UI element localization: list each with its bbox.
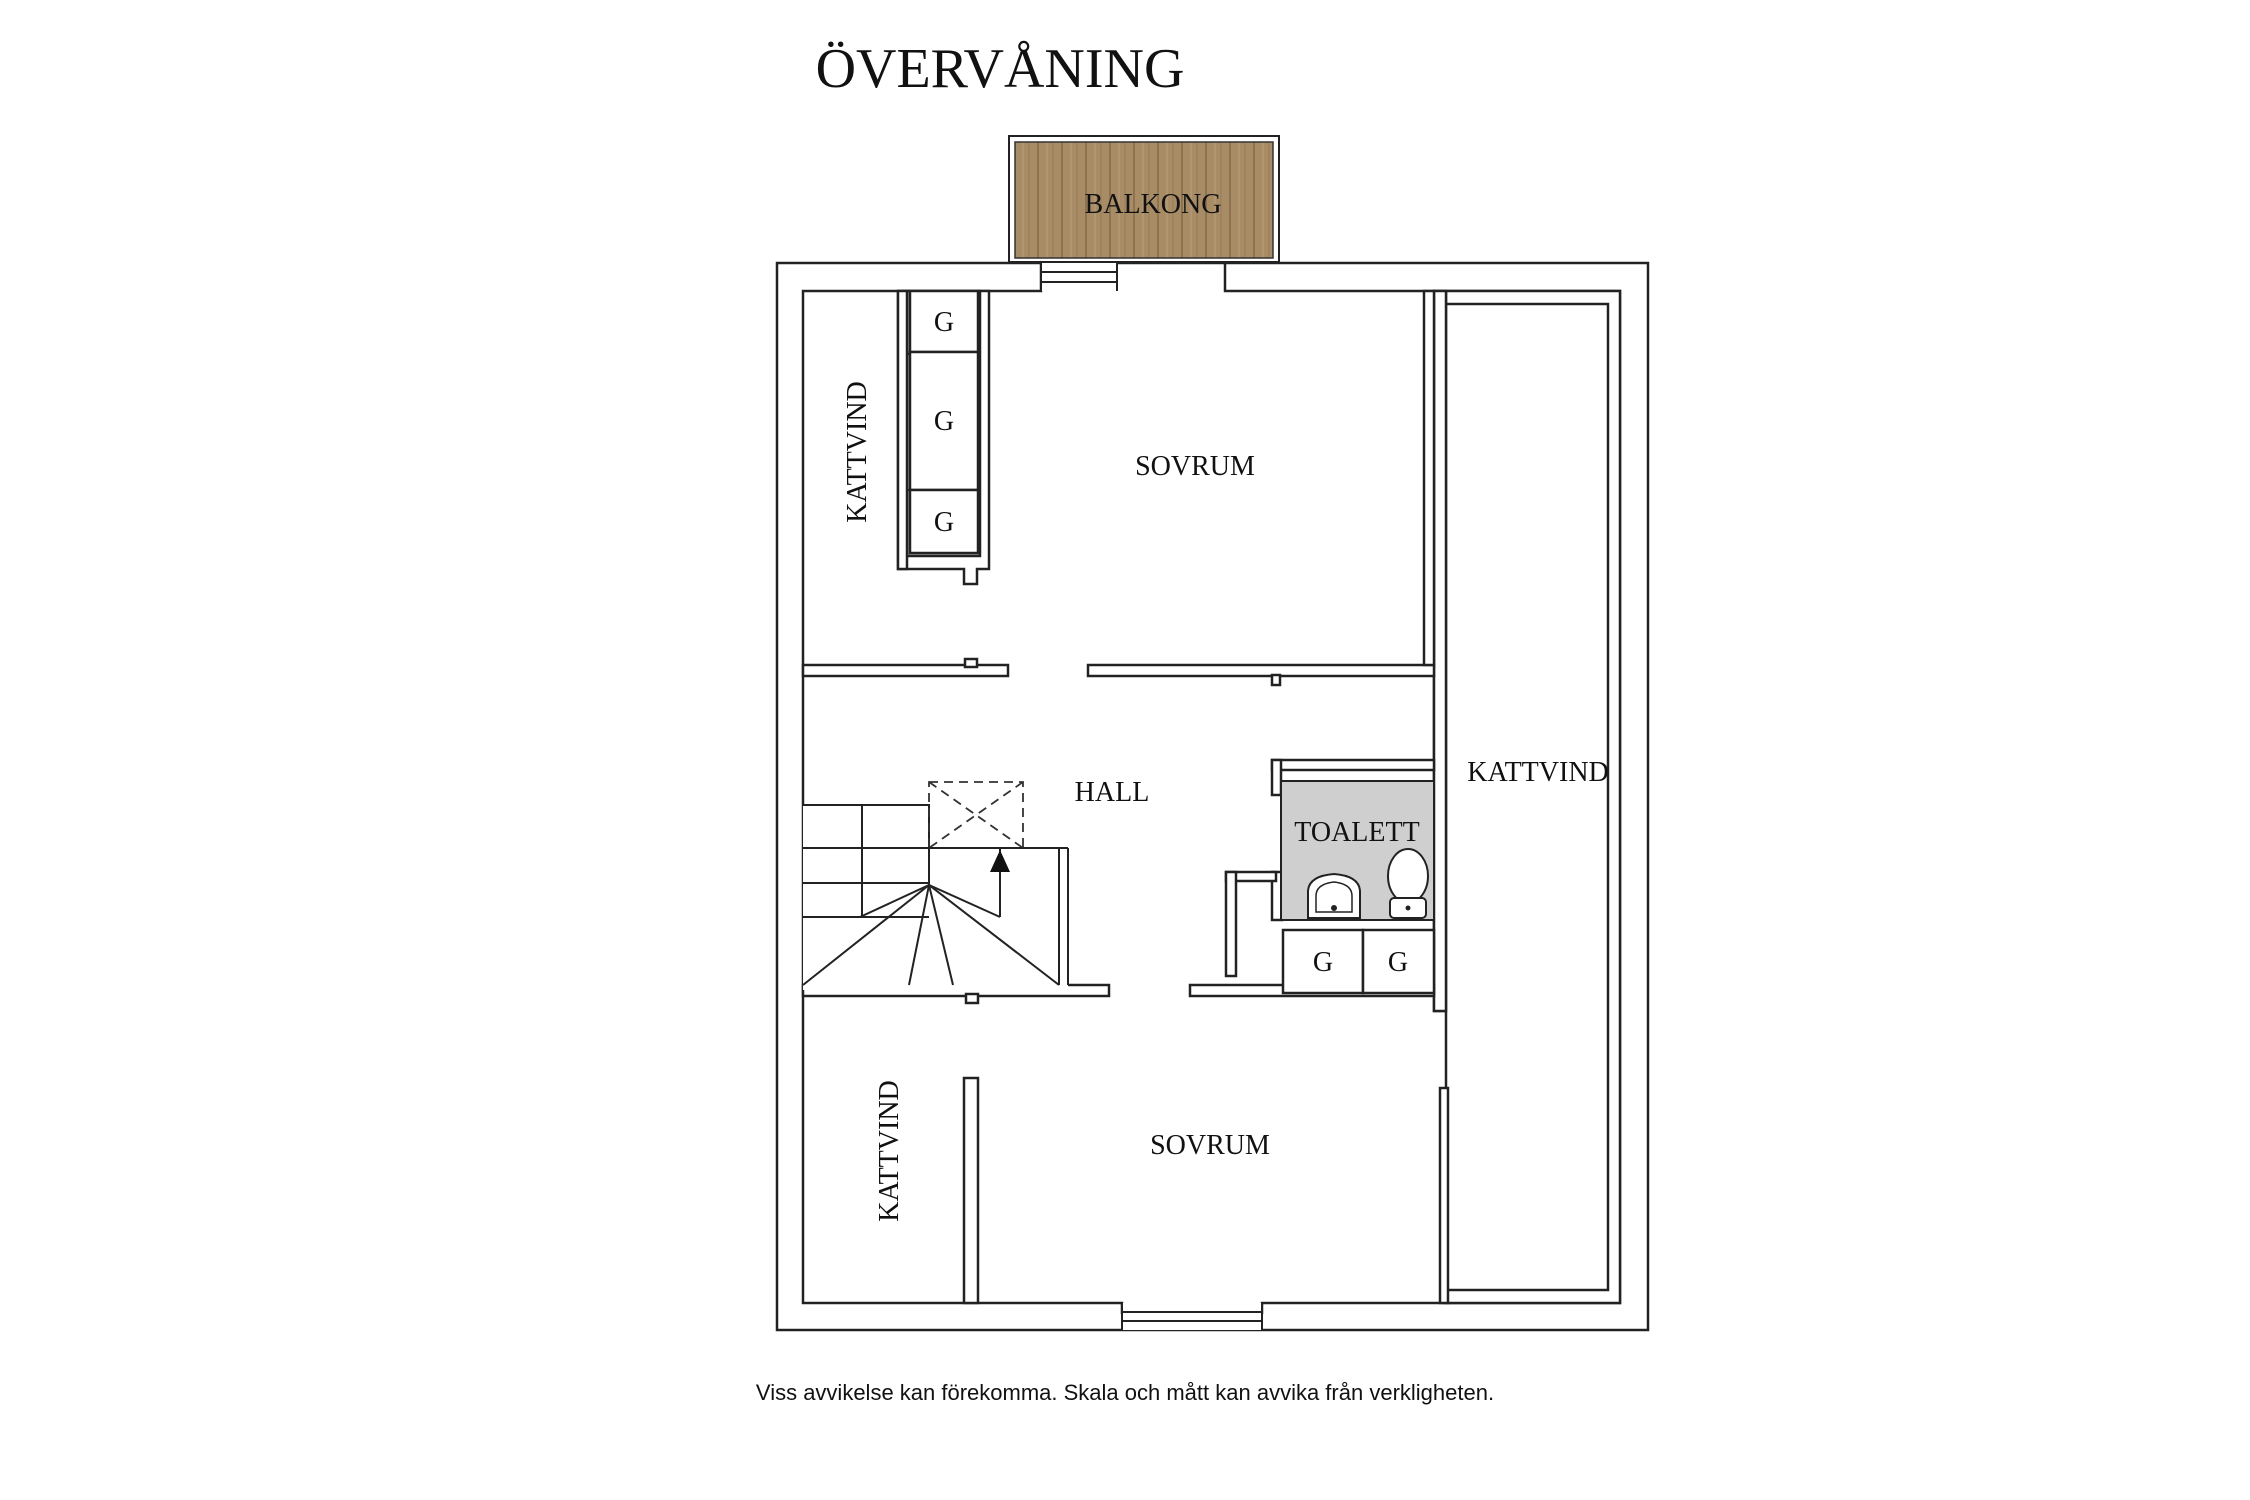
toilet-room: [1281, 781, 1434, 920]
balcony: [1009, 136, 1279, 262]
top-closets: [910, 291, 978, 553]
attic-right-label: KATTVIND: [1467, 757, 1609, 788]
washbasin-icon: [1308, 874, 1360, 918]
attic-left-bottom-label: KATTVIND: [874, 1080, 905, 1222]
balcony-label: BALKONG: [1084, 189, 1222, 220]
closet-label: G: [1387, 947, 1409, 978]
closet-label: G: [933, 406, 955, 437]
closet-label: G: [933, 507, 955, 538]
page-title: ÖVERVÅNING: [815, 38, 1185, 100]
closet-label: G: [1312, 947, 1334, 978]
hall-label: HALL: [1074, 777, 1150, 808]
toilet-label: TOALETT: [1294, 817, 1420, 848]
staircase: [803, 782, 1068, 990]
bedroom-top-label: SOVRUM: [1135, 451, 1255, 482]
toilet-icon: [1388, 849, 1428, 918]
bedroom-bottom-label: SOVRUM: [1150, 1130, 1270, 1161]
attic-left-top-label: KATTVIND: [842, 381, 873, 523]
bottom-window: [1122, 1303, 1262, 1330]
balcony-door: [1041, 263, 1117, 291]
toilet-closets: [1283, 930, 1434, 993]
disclaimer: Viss avvikelse kan förekomma. Skala och mått kan avvika från verkligheten.: [755, 1380, 1495, 1405]
closet-label: G: [933, 307, 955, 338]
